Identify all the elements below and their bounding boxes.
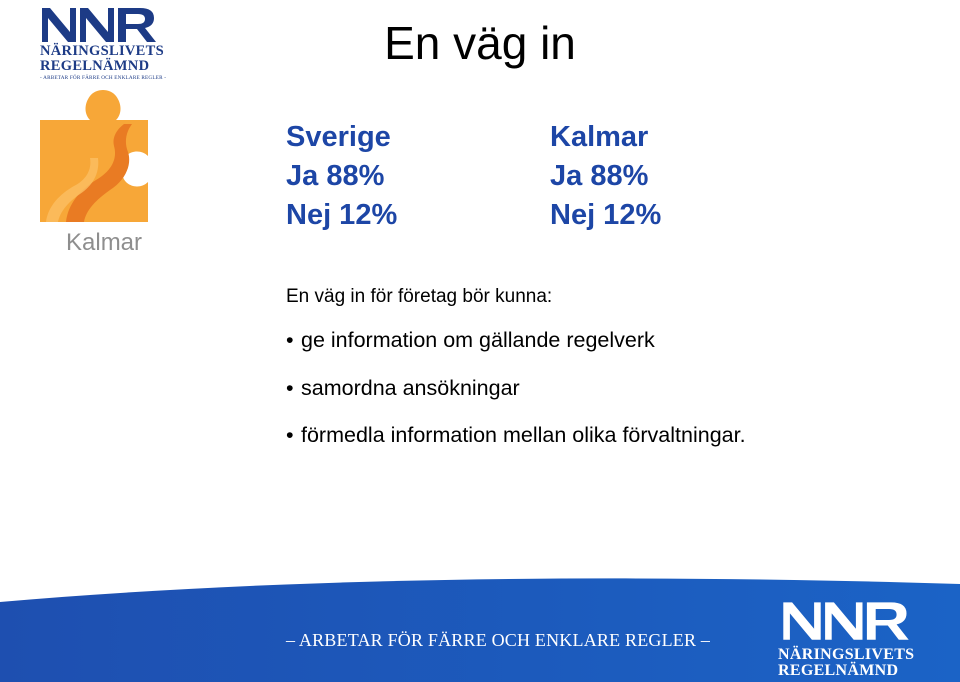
nnr-monogram-icon [778, 598, 914, 642]
bullet-text: ge information om gällande regelverk [301, 328, 655, 352]
stats-no: Nej 12% [550, 199, 662, 231]
region-label: Kalmar [66, 229, 143, 256]
page-title: En väg in [384, 17, 576, 69]
puzzle-piece-icon [40, 86, 150, 224]
logo-name-line2: REGELNÄMND [778, 662, 899, 679]
bullet-list [286, 328, 746, 471]
stats-no: Nej 12% [286, 199, 398, 231]
stats-heading: Kalmar [550, 121, 649, 153]
list-item [286, 376, 746, 424]
stats-yes: Ja 88% [286, 160, 385, 192]
logo-name-line1: NÄRINGSLIVETS [40, 43, 164, 59]
bullet-icon: • [286, 328, 294, 352]
list-item [286, 423, 746, 471]
stats-heading: Sverige [286, 121, 391, 153]
logo-name-line1: NÄRINGSLIVETS [778, 646, 915, 663]
stats-yes: Ja 88% [550, 160, 649, 192]
intro-text: En väg in för företag bör kunna: [286, 286, 553, 307]
bullet-icon: • [286, 375, 294, 400]
logo-tagline: - ARBETAR FÖR FÄRRE OCH ENKLARE REGLER - [40, 75, 167, 81]
bullet-icon: • [286, 423, 294, 447]
footer-tagline: – ARBETAR FÖR FÄRRE OCH ENKLARE REGLER – [286, 630, 711, 650]
list-item [286, 328, 746, 376]
stats-kalmar [550, 118, 661, 235]
logo-name-line2: REGELNÄMND [40, 58, 150, 74]
stats-sverige [286, 118, 397, 235]
bullet-text: förmedla information mellan olika förvaltningar. [301, 423, 746, 447]
bullet-text: samordna ansökningar [301, 375, 520, 400]
nnr-logo-footer [778, 598, 918, 679]
